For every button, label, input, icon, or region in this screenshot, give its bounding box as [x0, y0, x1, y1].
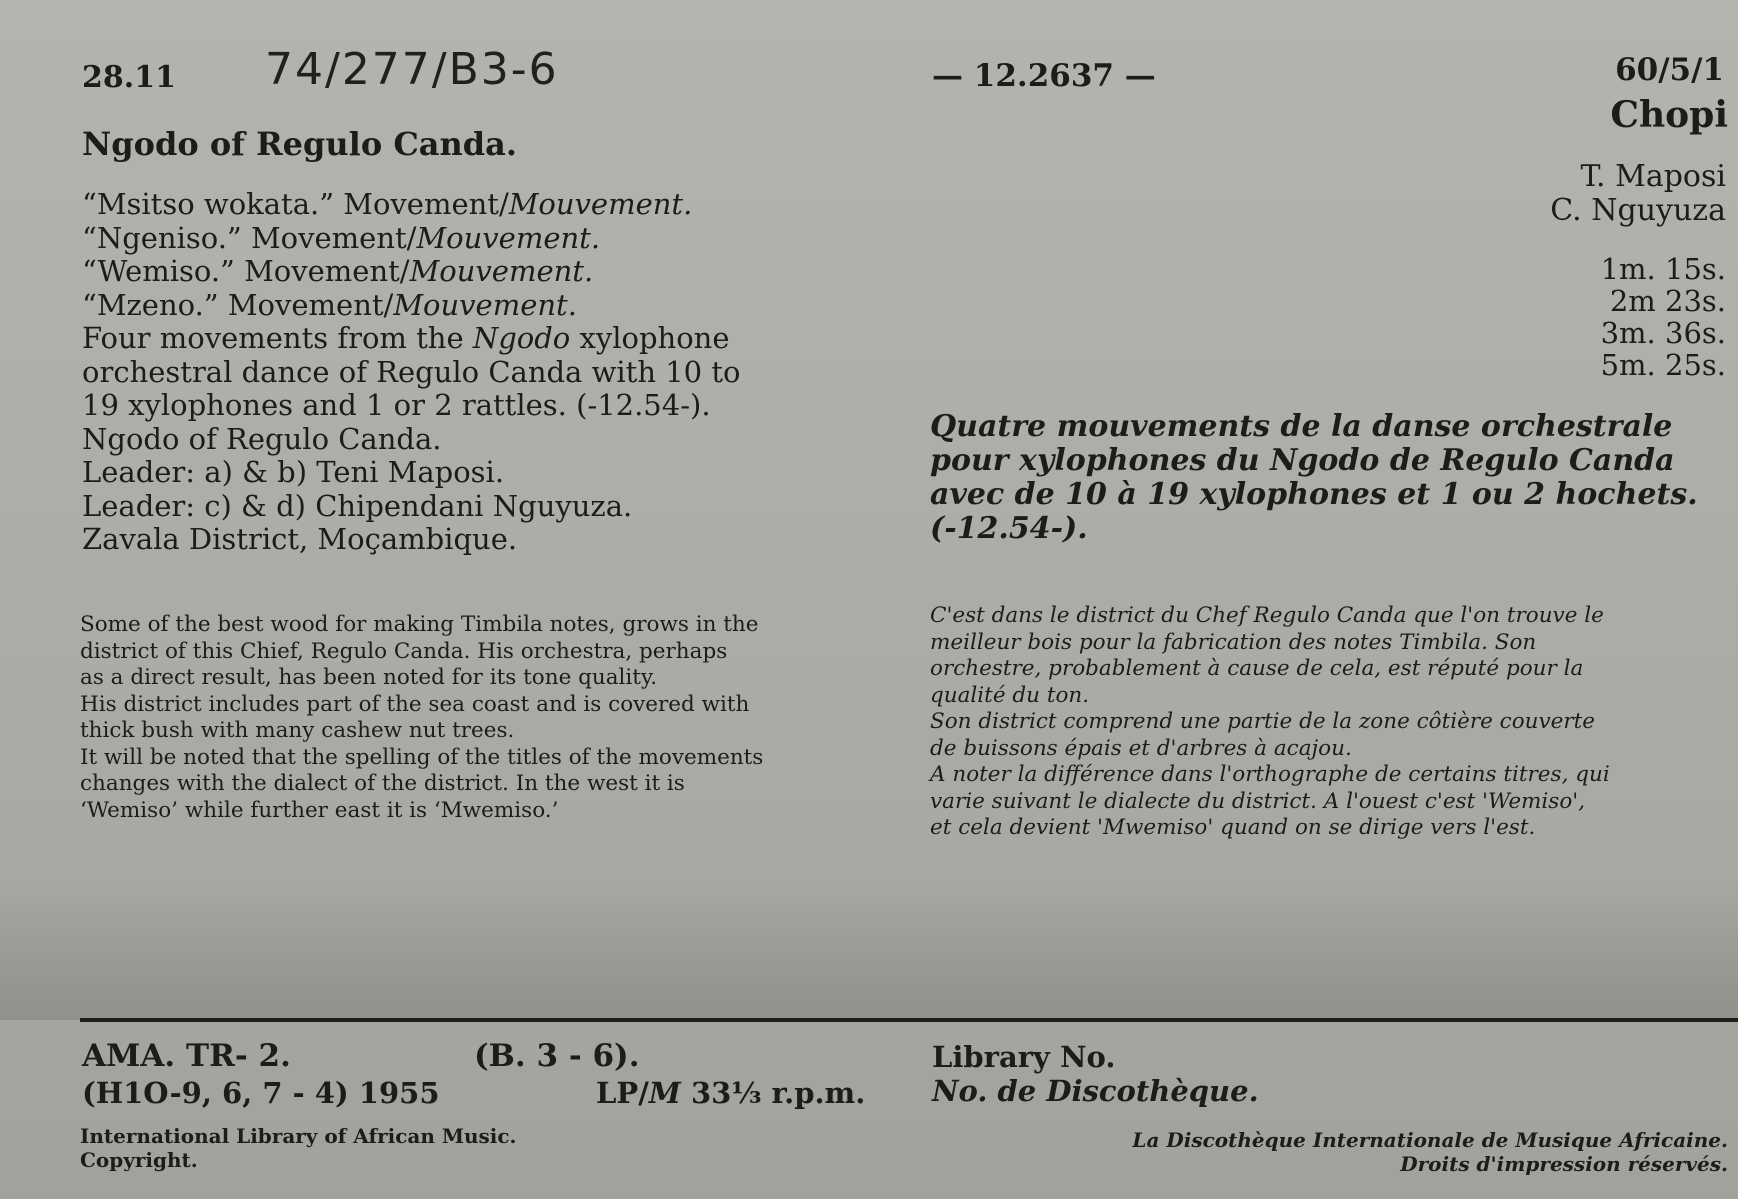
track-item: [82, 255, 692, 289]
reference-code: 60/5/1: [1615, 52, 1724, 88]
track-item: [82, 188, 692, 222]
description-fr-line: (-12.54-).: [930, 511, 1088, 546]
catalogue-number: 28.11: [82, 60, 176, 95]
description-fr-line: pour xylophones du Ngodo de Regulo Canda: [930, 443, 1675, 478]
tribe-label: Chopi: [1610, 94, 1728, 136]
notes-french: [930, 603, 1610, 842]
performer-name: T. Maposi: [1580, 159, 1726, 194]
track-item: [82, 289, 692, 323]
description-fr-line: avec de 10 à 19 xylophones et 1 ou 2 hochets.: [930, 477, 1698, 512]
track-duration: 1m. 15s.: [1600, 252, 1726, 286]
organisation-line: La Discothèque Internationale de Musique Africaine.: [1132, 1128, 1728, 1152]
note-line: His district includes part of the sea coast and is covered with: [80, 691, 750, 717]
library-number-label-fr: No. de Discothèque.: [932, 1074, 1259, 1108]
leader-line: Leader: a) & b) Teni Maposi.: [82, 455, 505, 489]
track-duration: 5m. 25s.: [1600, 348, 1726, 382]
description-line: Ngodo of Regulo Canda.: [82, 421, 442, 456]
note-fr-line: varie suivant le dialecte du district. A l'ouest c'est 'Wemiso',: [930, 788, 1586, 814]
note-line: It will be noted that the spelling of the titles of the movements: [80, 744, 764, 770]
format-text-italic: M: [648, 1076, 681, 1110]
track-movement-fr: Mouvement.: [416, 220, 601, 255]
notes-english: [80, 612, 763, 824]
track-duration: 2m 23s.: [1609, 284, 1726, 318]
performer-list: [1550, 160, 1726, 228]
side-number: (B. 3 - 6).: [474, 1038, 640, 1074]
organisation-french: [1132, 1128, 1728, 1176]
series-number: AMA. TR- 2.: [82, 1038, 291, 1074]
track-movement-en: Movement/: [244, 254, 410, 288]
divider-rule: [80, 1018, 1738, 1022]
note-line: as a direct result, has been noted for its tone quality.: [80, 665, 658, 690]
note-fr-line: C'est dans le district du Chef Regulo Canda que l'on trouve le: [930, 603, 1604, 628]
note-line: changes with the dialect of the district. In the west it is: [80, 771, 685, 796]
track-name: “Msitso wokata.”: [82, 187, 335, 221]
description-line: [82, 322, 892, 356]
track-movement-fr: Mouvement.: [409, 254, 594, 288]
organisation-english: [80, 1124, 517, 1172]
note-fr-line: orchestre, probablement à cause de cela, est réputé pour la: [930, 656, 1584, 681]
description-french: [930, 410, 1698, 546]
description-english: [82, 322, 892, 557]
note-fr-line: meilleur bois pour la fabrication des notes Timbila. Son: [930, 629, 1537, 655]
track-movement-en: Movement/: [250, 220, 417, 255]
note-fr-line: A noter la différence dans l'orthographe de certains titres, qui: [930, 762, 1610, 787]
organisation-line: International Library of African Music.: [80, 1124, 517, 1148]
description-text-italic: Ngodo: [472, 321, 571, 355]
track-list: [82, 188, 692, 322]
track-name: “Wemiso.”: [82, 254, 235, 288]
location-line: Zavala District, Moçambique.: [82, 522, 518, 556]
record-title: Ngodo of Regulo Canda.: [82, 125, 518, 163]
note-line: thick bush with many cashew nut trees.: [80, 718, 515, 743]
description-line: orchestral dance of Regulo Canda with 10 to: [82, 354, 741, 389]
format-text: LP/: [596, 1076, 649, 1110]
matrix-number: (H1O-9, 6, 7 - 4) 1955: [82, 1076, 440, 1110]
library-number-label: Library No.: [932, 1040, 1116, 1074]
leader-line: Leader: c) & d) Chipendani Nguyuza.: [82, 488, 633, 523]
description-text: xylophone: [570, 321, 730, 355]
track-movement-fr: Mouvement.: [508, 187, 693, 221]
format-speed: 33⅓ r.p.m.: [680, 1076, 866, 1110]
handwritten-reference: 74/277/B3-6: [265, 44, 559, 95]
note-fr-line: Son district comprend une partie de la zone côtière couverte: [930, 709, 1596, 734]
copyright-line: Droits d'impression réservés.: [1400, 1152, 1728, 1176]
record-number: — 12.2637 —: [932, 58, 1156, 94]
description-fr-line: Quatre mouvements de la danse orchestrale: [930, 409, 1673, 444]
track-name: “Ngeniso.”: [82, 220, 242, 255]
track-movement-en: Movement/: [227, 287, 394, 322]
record-format: [596, 1076, 865, 1110]
track-duration: 3m. 36s.: [1600, 316, 1726, 350]
copyright-line: Copyright.: [80, 1148, 198, 1172]
note-fr-line: et cela devient 'Mwemiso' quand on se dirige vers l'est.: [930, 815, 1536, 840]
track-item: [82, 222, 692, 256]
note-line: district of this Chief, Regulo Canda. His orchestra, perhaps: [80, 638, 728, 664]
performer-name: C. Nguyuza: [1550, 193, 1726, 228]
note-fr-line: qualité du ton.: [930, 682, 1090, 708]
note-line: ‘Wemiso’ while further east it is ‘Mwemiso.’: [80, 797, 559, 823]
track-name: “Mzeno.”: [82, 287, 219, 322]
description-text: Four movements from the: [82, 321, 473, 355]
duration-list: [1601, 253, 1726, 381]
note-line: Some of the best wood for making Timbila notes, grows in the: [80, 612, 759, 637]
track-movement-fr: Mouvement.: [393, 287, 577, 322]
note-fr-line: de buissons épais et d'arbres à acajou.: [930, 735, 1352, 761]
track-movement-en: Movement/: [343, 187, 509, 221]
description-line: 19 xylophones and 1 or 2 rattles. (-12.54-).: [82, 388, 711, 422]
